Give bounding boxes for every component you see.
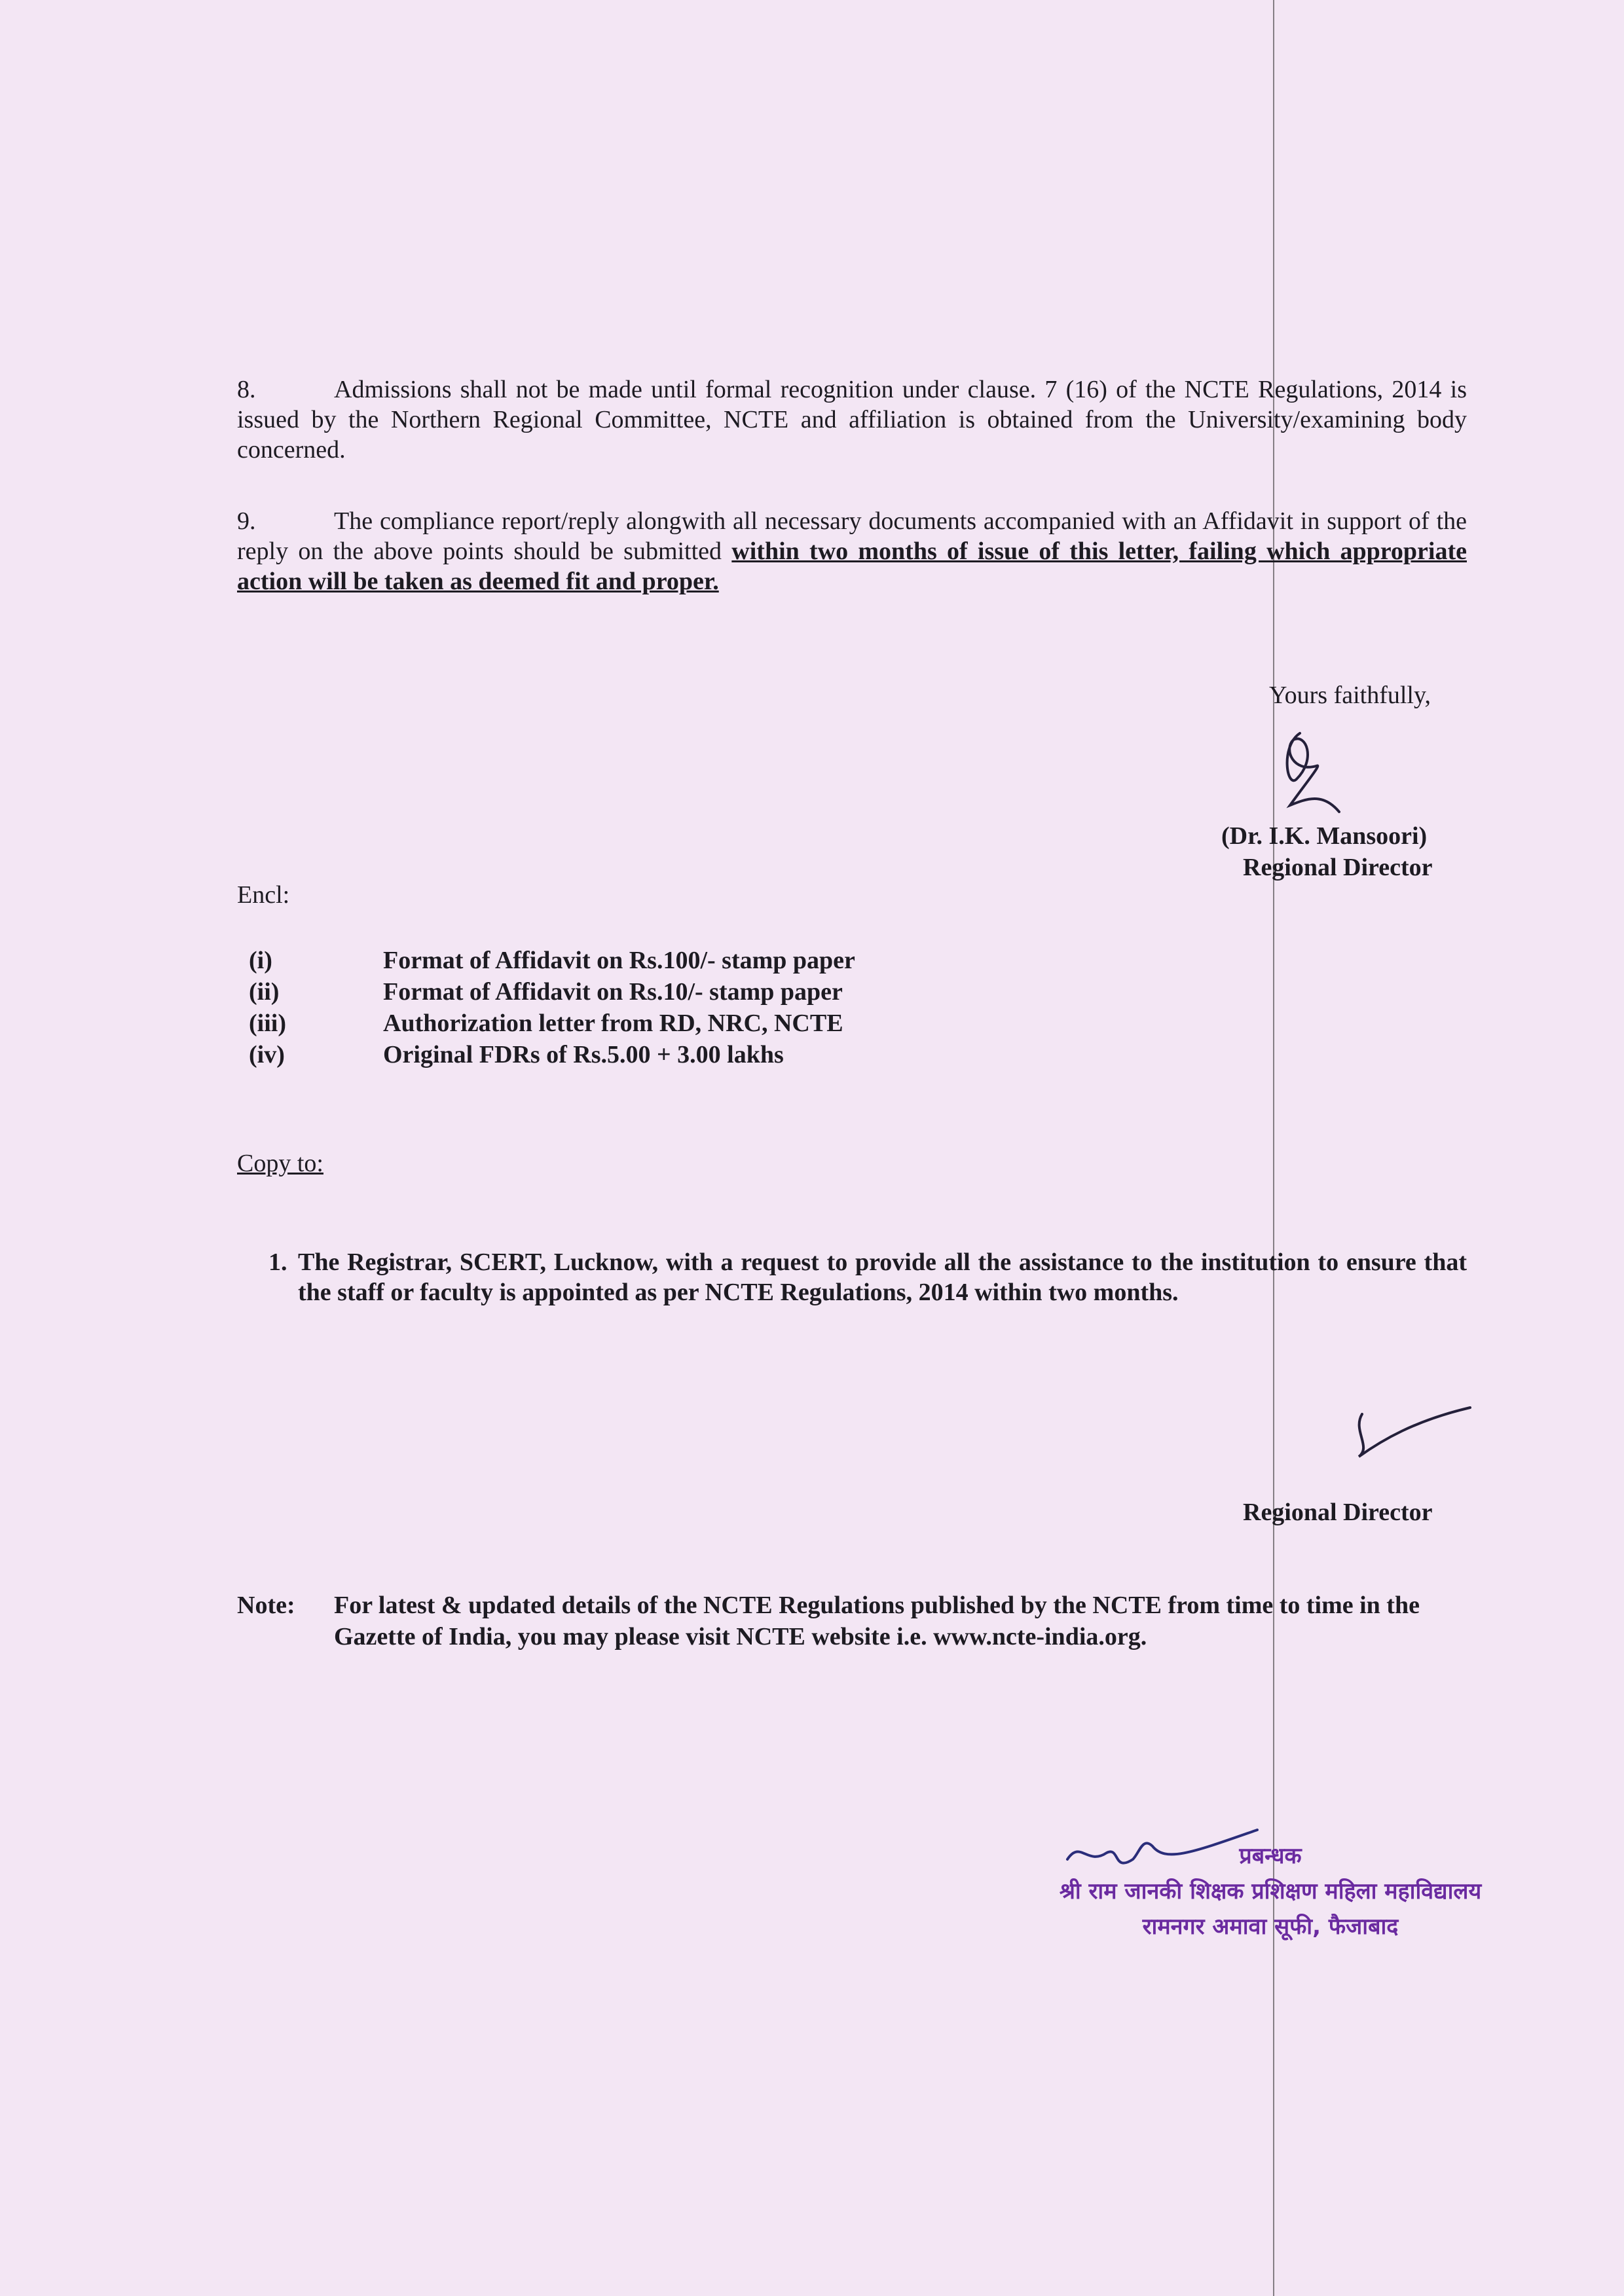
vertical-rule	[1273, 0, 1274, 2296]
closing-salutation: Yours faithfully,	[1269, 682, 1431, 709]
signatory-name: (Dr. I.K. Mansoori)	[1221, 822, 1428, 850]
copy-to-item: 1. The Registrar, SCERT, Lucknow, with a request to provide all the assistance to the institution to ensure that the staff or faculty is appointed as per NCTE Regulations, 2014 within two months.	[268, 1248, 1467, 1306]
enclosures-title: Encl:	[237, 881, 290, 909]
second-signatory-designation: Regional Director	[1243, 1499, 1433, 1526]
paragraph-8-number: 8.	[237, 376, 256, 403]
stamp-institution-name: श्री राम जानकी शिक्षक प्रशिक्षण महिला महाविद्यालय	[1059, 1878, 1482, 1904]
paragraph-8	[237, 374, 1467, 465]
note-label: Note:	[237, 1592, 295, 1619]
note-text: For latest & updated details of the NCTE Regulations published by the NCTE from time to time in the Gazette of India, you may please visit NCTE website i.e. www.ncte-india.org.	[334, 1592, 1420, 1650]
enclosure-item: (iii) Authorization letter from RD, NRC, NCTE	[249, 1010, 843, 1037]
enclosure-item: (i) Format of Affidavit on Rs.100/- stamp paper	[249, 947, 855, 974]
enclosure-item: (iv) Original FDRs of Rs.5.00 + 3.00 lakhs	[249, 1041, 784, 1068]
enclosures-list	[249, 946, 855, 1072]
institution-stamp	[1035, 1840, 1506, 1941]
stamp-title: प्रबन्धक	[1239, 1843, 1302, 1869]
paragraph-9	[237, 506, 1467, 596]
paragraph-9-text: The compliance report/reply alongwith all necessary documents accompanied with an Affidavit in support of the reply on the above points should be submitted	[237, 507, 1467, 565]
paragraph-8-text: Admissions shall not be made until formal recognition under clause. 7 (16) of the NCTE Regulations, 2014 is issued by the Northern Regional Committee, NCTE and affiliation is obtained from the University/examining body concerned.	[237, 376, 1467, 464]
copy-to-title: Copy to:	[237, 1150, 323, 1177]
stamp-address: रामनगर अमावा सूफी, फैजाबाद	[1142, 1914, 1399, 1940]
paragraph-9-number: 9.	[237, 507, 256, 535]
signature-1	[1244, 720, 1369, 818]
paragraph-9-deadline: within two months of issue of this letter, failing which appropriate action will be taken as deemed fit and proper.	[237, 538, 1467, 595]
signatory-designation: Regional Director	[1243, 854, 1433, 881]
enclosure-item: (ii) Format of Affidavit on Rs.10/- stamp paper	[249, 978, 843, 1006]
signature-2	[1336, 1394, 1473, 1473]
